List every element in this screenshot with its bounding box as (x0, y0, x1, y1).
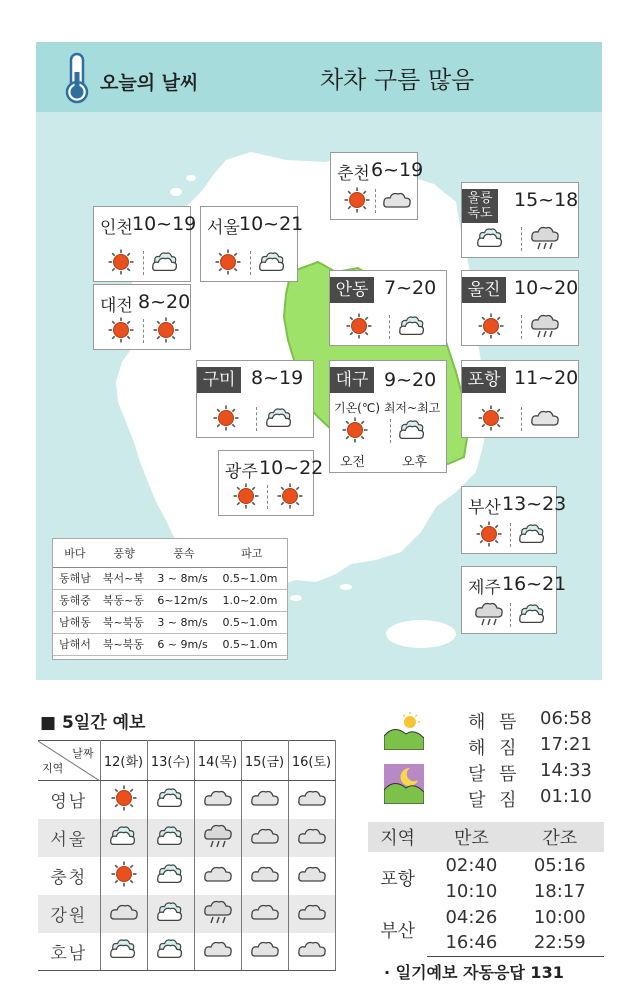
am-pm-separator (250, 251, 251, 275)
rain-icon (530, 225, 560, 251)
sunset-time: 17:21 (540, 734, 592, 755)
sun-icon (106, 249, 136, 275)
forecast-cell (147, 781, 194, 819)
city-temp-busan: 13~23 (502, 493, 567, 515)
city-name-jeju: 제주 (468, 578, 501, 598)
legend-card (329, 360, 447, 473)
partly-cloudy-icon (109, 823, 139, 849)
forecast-header-row (38, 741, 335, 781)
tide-low: 18:17 (533, 880, 586, 902)
city-card-gwangju (218, 450, 324, 516)
am-weather (213, 249, 243, 279)
partly-cloudy-icon (156, 785, 186, 811)
city-card-daejeon (93, 284, 191, 350)
thermometer-icon (62, 52, 92, 104)
rain-icon (530, 313, 560, 339)
forecast-region: 충청 (38, 857, 100, 895)
city-name-gumi: 구미 (197, 367, 241, 393)
sea-cell: 북~북동 (97, 611, 151, 633)
pm-weather (265, 405, 295, 435)
forecast-row (38, 857, 335, 895)
map-header (36, 42, 602, 112)
pm-weather (530, 225, 560, 255)
partly-cloudy-icon (151, 249, 181, 275)
city-temp-uljin: 10~20 (514, 277, 579, 299)
sun-icon (275, 483, 305, 509)
sea-cell: 6~12m/s (151, 589, 216, 611)
astronomy-panel (384, 708, 604, 811)
tide-row (368, 904, 604, 930)
cloud-icon (382, 187, 412, 213)
forecast-cell (194, 857, 241, 895)
city-temp-incheon: 10~19 (132, 213, 197, 235)
sunset-label: 해 짐 (468, 738, 521, 759)
cloud-icon (297, 899, 327, 925)
sun-icon (109, 785, 139, 811)
sea-cell: 동해중 (53, 589, 97, 611)
sun-icon (340, 417, 370, 443)
am-pm-separator (256, 407, 257, 431)
city-card-ulleungdokdo (461, 182, 579, 258)
tide-header: 간조 (516, 822, 604, 852)
legend-am-label: 오전 (340, 455, 366, 470)
sea-header: 풍속 (151, 539, 216, 567)
sun-icon (476, 313, 506, 339)
tide-low: 05:16 (533, 854, 586, 876)
city-temp-daejeon: 8~20 (138, 291, 191, 313)
city-temp-gumi: 8~19 (251, 367, 304, 389)
corner-region-label: 지역 (42, 762, 64, 775)
legend-pm-icon (398, 417, 428, 447)
city-temp-chuncheon: 6~19 (371, 159, 424, 181)
cloud-icon (297, 785, 327, 811)
forecast-cell (288, 895, 335, 933)
cloud-icon (297, 861, 327, 887)
partly-cloudy-icon (518, 521, 548, 547)
forecast-cell (241, 781, 288, 819)
sun-icon (474, 521, 504, 547)
cloud-icon (250, 899, 280, 925)
sea-cell: 동해남 (53, 567, 97, 589)
weather-summary: 차차 구름 많음 (320, 66, 475, 94)
am-weather (211, 405, 241, 435)
city-temp-andong: 7~20 (384, 277, 437, 299)
tide-high: 10:10 (445, 880, 498, 902)
city-card-pohang (461, 360, 579, 438)
forecast-cell (288, 781, 335, 819)
cloud-icon (203, 861, 233, 887)
tide-region: 포항 (380, 869, 416, 890)
sunrise-icon (384, 710, 424, 750)
sunrise-label: 해 뜸 (468, 712, 521, 733)
forecast-cell (100, 857, 147, 895)
sun-icon (109, 861, 139, 887)
sunrise-time: 06:58 (540, 708, 592, 729)
legend-label: 기온(℃) 최저~최고 (334, 401, 441, 415)
cloud-icon (250, 936, 280, 962)
am-weather (106, 317, 136, 347)
tide-header: 만조 (427, 822, 515, 852)
forecast-day: 12(화) (100, 741, 147, 781)
forecast-day: 15(금) (241, 741, 288, 781)
partly-cloudy-icon (156, 936, 186, 962)
sea-cell: 북동~동 (97, 589, 151, 611)
sun-icon (342, 187, 372, 213)
forecast-cell (147, 895, 194, 933)
am-pm-separator (389, 315, 390, 339)
forecast-cell (241, 933, 288, 971)
forecast-cell (194, 895, 241, 933)
am-weather (476, 225, 506, 255)
pm-weather (151, 249, 181, 279)
partly-cloudy-icon (156, 823, 186, 849)
city-temp-daegu: 9~20 (384, 369, 437, 391)
forecast-cell (100, 819, 147, 857)
partly-cloudy-icon (156, 899, 186, 925)
pm-weather (398, 313, 428, 343)
tide-low: 10:00 (533, 906, 586, 928)
sun-icon (151, 317, 181, 343)
partly-cloudy-icon (476, 225, 506, 251)
am-weather (231, 483, 261, 513)
sea-header: 바다 (53, 539, 97, 567)
partly-cloudy-icon (518, 601, 548, 627)
forecast-day: 13(수) (147, 741, 194, 781)
sea-cell: 6 ~ 9m/s (151, 633, 216, 655)
forecast-row (38, 933, 335, 971)
am-weather (476, 405, 506, 435)
cloud-icon (250, 785, 280, 811)
cloud-icon (250, 861, 280, 887)
forecast-region: 호남 (38, 933, 100, 971)
rain-icon (203, 899, 233, 925)
am-pm-separator (375, 189, 376, 213)
city-name-uljin: 울진 (462, 277, 506, 303)
sun-icon (213, 249, 243, 275)
sea-cell: 0.5~1.0m (217, 567, 287, 589)
forecast-cell (147, 933, 194, 971)
pm-weather (530, 313, 560, 343)
rain-icon (474, 601, 504, 627)
city-card-seoul (200, 206, 304, 282)
sea-header: 풍향 (97, 539, 151, 567)
forecast-cell (194, 781, 241, 819)
sea-cell: 북~북동 (97, 633, 151, 655)
sea-conditions-table (52, 538, 288, 660)
cloud-icon (203, 785, 233, 811)
forecast-cell (241, 857, 288, 895)
forecast-cell (194, 819, 241, 857)
am-weather (474, 521, 504, 551)
forecast-region: 영남 (38, 781, 100, 819)
cloud-icon (297, 936, 327, 962)
forecast-region: 서울 (38, 819, 100, 857)
city-name-andong: 안동 (330, 277, 374, 303)
partly-cloudy-icon (109, 936, 139, 962)
am-weather (476, 313, 506, 343)
sea-cell: 1.0~2.0m (217, 589, 287, 611)
forecast-cell (100, 781, 147, 819)
am-pm-separator (143, 319, 144, 343)
weather-map (36, 42, 602, 680)
city-name-pohang: 포항 (462, 367, 506, 393)
city-name-seoul: 서울 (207, 218, 240, 238)
forecast-row (38, 781, 335, 819)
tide-region: 부산 (380, 921, 416, 942)
am-pm-separator (521, 407, 522, 431)
cloud-icon (250, 823, 280, 849)
city-card-gumi (196, 360, 314, 438)
cloud-icon (109, 899, 139, 925)
am-weather (106, 249, 136, 279)
city-card-andong (329, 270, 447, 346)
tide-row (368, 852, 604, 878)
forecast-day: 16(토) (288, 741, 335, 781)
city-temp-seoul: 10~21 (239, 213, 304, 235)
pm-weather (530, 405, 560, 435)
partly-cloudy-icon (156, 861, 186, 887)
phone-service-note: · 일기예보 자동응답 131 (384, 963, 564, 982)
city-name-busan: 부산 (468, 498, 501, 518)
sea-header-row (53, 539, 287, 567)
forecast-cell (241, 895, 288, 933)
tide-table (368, 822, 604, 957)
city-name-ulleungdokdo: 울릉 독도 (462, 189, 498, 223)
partly-cloudy-icon (398, 417, 428, 443)
moonrise-time: 14:33 (540, 760, 592, 781)
forecast-cell (100, 933, 147, 971)
pm-weather (518, 601, 548, 631)
sea-cell: 남해동 (53, 611, 97, 633)
sun-icon (476, 405, 506, 431)
am-weather (344, 313, 374, 343)
tide-low: 22:59 (516, 930, 604, 956)
sea-cell: 0.5~1.0m (217, 633, 287, 655)
city-card-incheon (93, 206, 197, 282)
sun-icon (344, 313, 374, 339)
forecast-cell (288, 857, 335, 895)
sea-cell: 남해서 (53, 633, 97, 655)
city-temp-jeju: 16~21 (502, 573, 567, 595)
am-weather (474, 601, 504, 631)
city-card-busan (461, 486, 567, 554)
sun-icon (231, 483, 261, 509)
sun-icon (106, 317, 136, 343)
am-pm-separator (510, 603, 511, 627)
legend-separator (390, 419, 391, 443)
sea-row (53, 589, 287, 611)
pm-weather (382, 187, 412, 217)
city-temp-ulleungdokdo: 15~18 (514, 189, 579, 211)
forecast-cell (147, 819, 194, 857)
am-weather (342, 187, 372, 217)
cloud-icon (297, 823, 327, 849)
moonset-time: 01:10 (540, 786, 592, 807)
cloud-icon (530, 405, 560, 431)
am-pm-separator (143, 251, 144, 275)
city-name-chuncheon: 춘천 (337, 164, 370, 184)
partly-cloudy-icon (258, 249, 288, 275)
am-pm-separator (510, 523, 511, 547)
forecast-corner (38, 741, 100, 781)
city-name-daegu: 대구 (330, 367, 374, 393)
am-pm-separator (267, 485, 268, 509)
am-pm-separator (521, 315, 522, 339)
pm-weather (518, 521, 548, 551)
partly-cloudy-icon (398, 313, 428, 339)
forecast-day: 14(목) (194, 741, 241, 781)
forecast-cell (241, 819, 288, 857)
sun-icon (211, 405, 241, 431)
tide-high: 02:40 (445, 854, 498, 876)
moonset-label: 달 짐 (468, 790, 521, 811)
sea-row (53, 611, 287, 633)
tide-high: 16:46 (427, 930, 515, 956)
cloud-icon (203, 936, 233, 962)
map-title: 오늘의 날씨 (100, 72, 199, 94)
forecast-row (38, 819, 335, 857)
partly-cloudy-icon (265, 405, 295, 431)
five-day-forecast-table (38, 740, 336, 971)
sea-cell: 3 ~ 8m/s (151, 611, 216, 633)
forecast-cell (100, 895, 147, 933)
pm-weather (275, 483, 305, 513)
forecast-row (38, 895, 335, 933)
corner-date-label: 날짜 (72, 747, 94, 760)
sea-row (53, 633, 287, 655)
forecast-region: 강원 (38, 895, 100, 933)
city-card-jeju (461, 566, 567, 634)
five-day-forecast-title: ■ 5일간 예보 (40, 713, 146, 733)
forecast-cell (147, 857, 194, 895)
pm-weather (151, 317, 181, 347)
legend-pm-label: 오후 (402, 455, 428, 470)
sea-header: 파고 (217, 539, 287, 567)
am-pm-separator (521, 227, 522, 251)
city-temp-pohang: 11~20 (514, 367, 579, 389)
moonrise-label: 달 뜸 (468, 764, 521, 785)
city-name-incheon: 인천 (100, 218, 133, 238)
forecast-cell (194, 933, 241, 971)
sea-cell: 3 ~ 8m/s (151, 567, 216, 589)
tide-header-row (368, 822, 604, 852)
city-name-gwangju: 광주 (225, 462, 258, 482)
tide-header: 지역 (368, 822, 427, 852)
city-card-uljin (461, 270, 579, 346)
forecast-cell (288, 819, 335, 857)
forecast-cell (288, 933, 335, 971)
city-card-chuncheon (330, 152, 424, 220)
city-name-daejeon: 대전 (100, 296, 133, 316)
moonrise-icon (384, 764, 424, 804)
city-temp-gwangju: 10~22 (259, 457, 324, 479)
legend-am-icon (340, 417, 370, 447)
rain-icon (203, 823, 233, 849)
sea-row (53, 567, 287, 589)
tide-high: 04:26 (445, 906, 498, 928)
sea-cell: 0.5~1.0m (217, 611, 287, 633)
pm-weather (258, 249, 288, 279)
sea-cell: 북서~북 (97, 567, 151, 589)
